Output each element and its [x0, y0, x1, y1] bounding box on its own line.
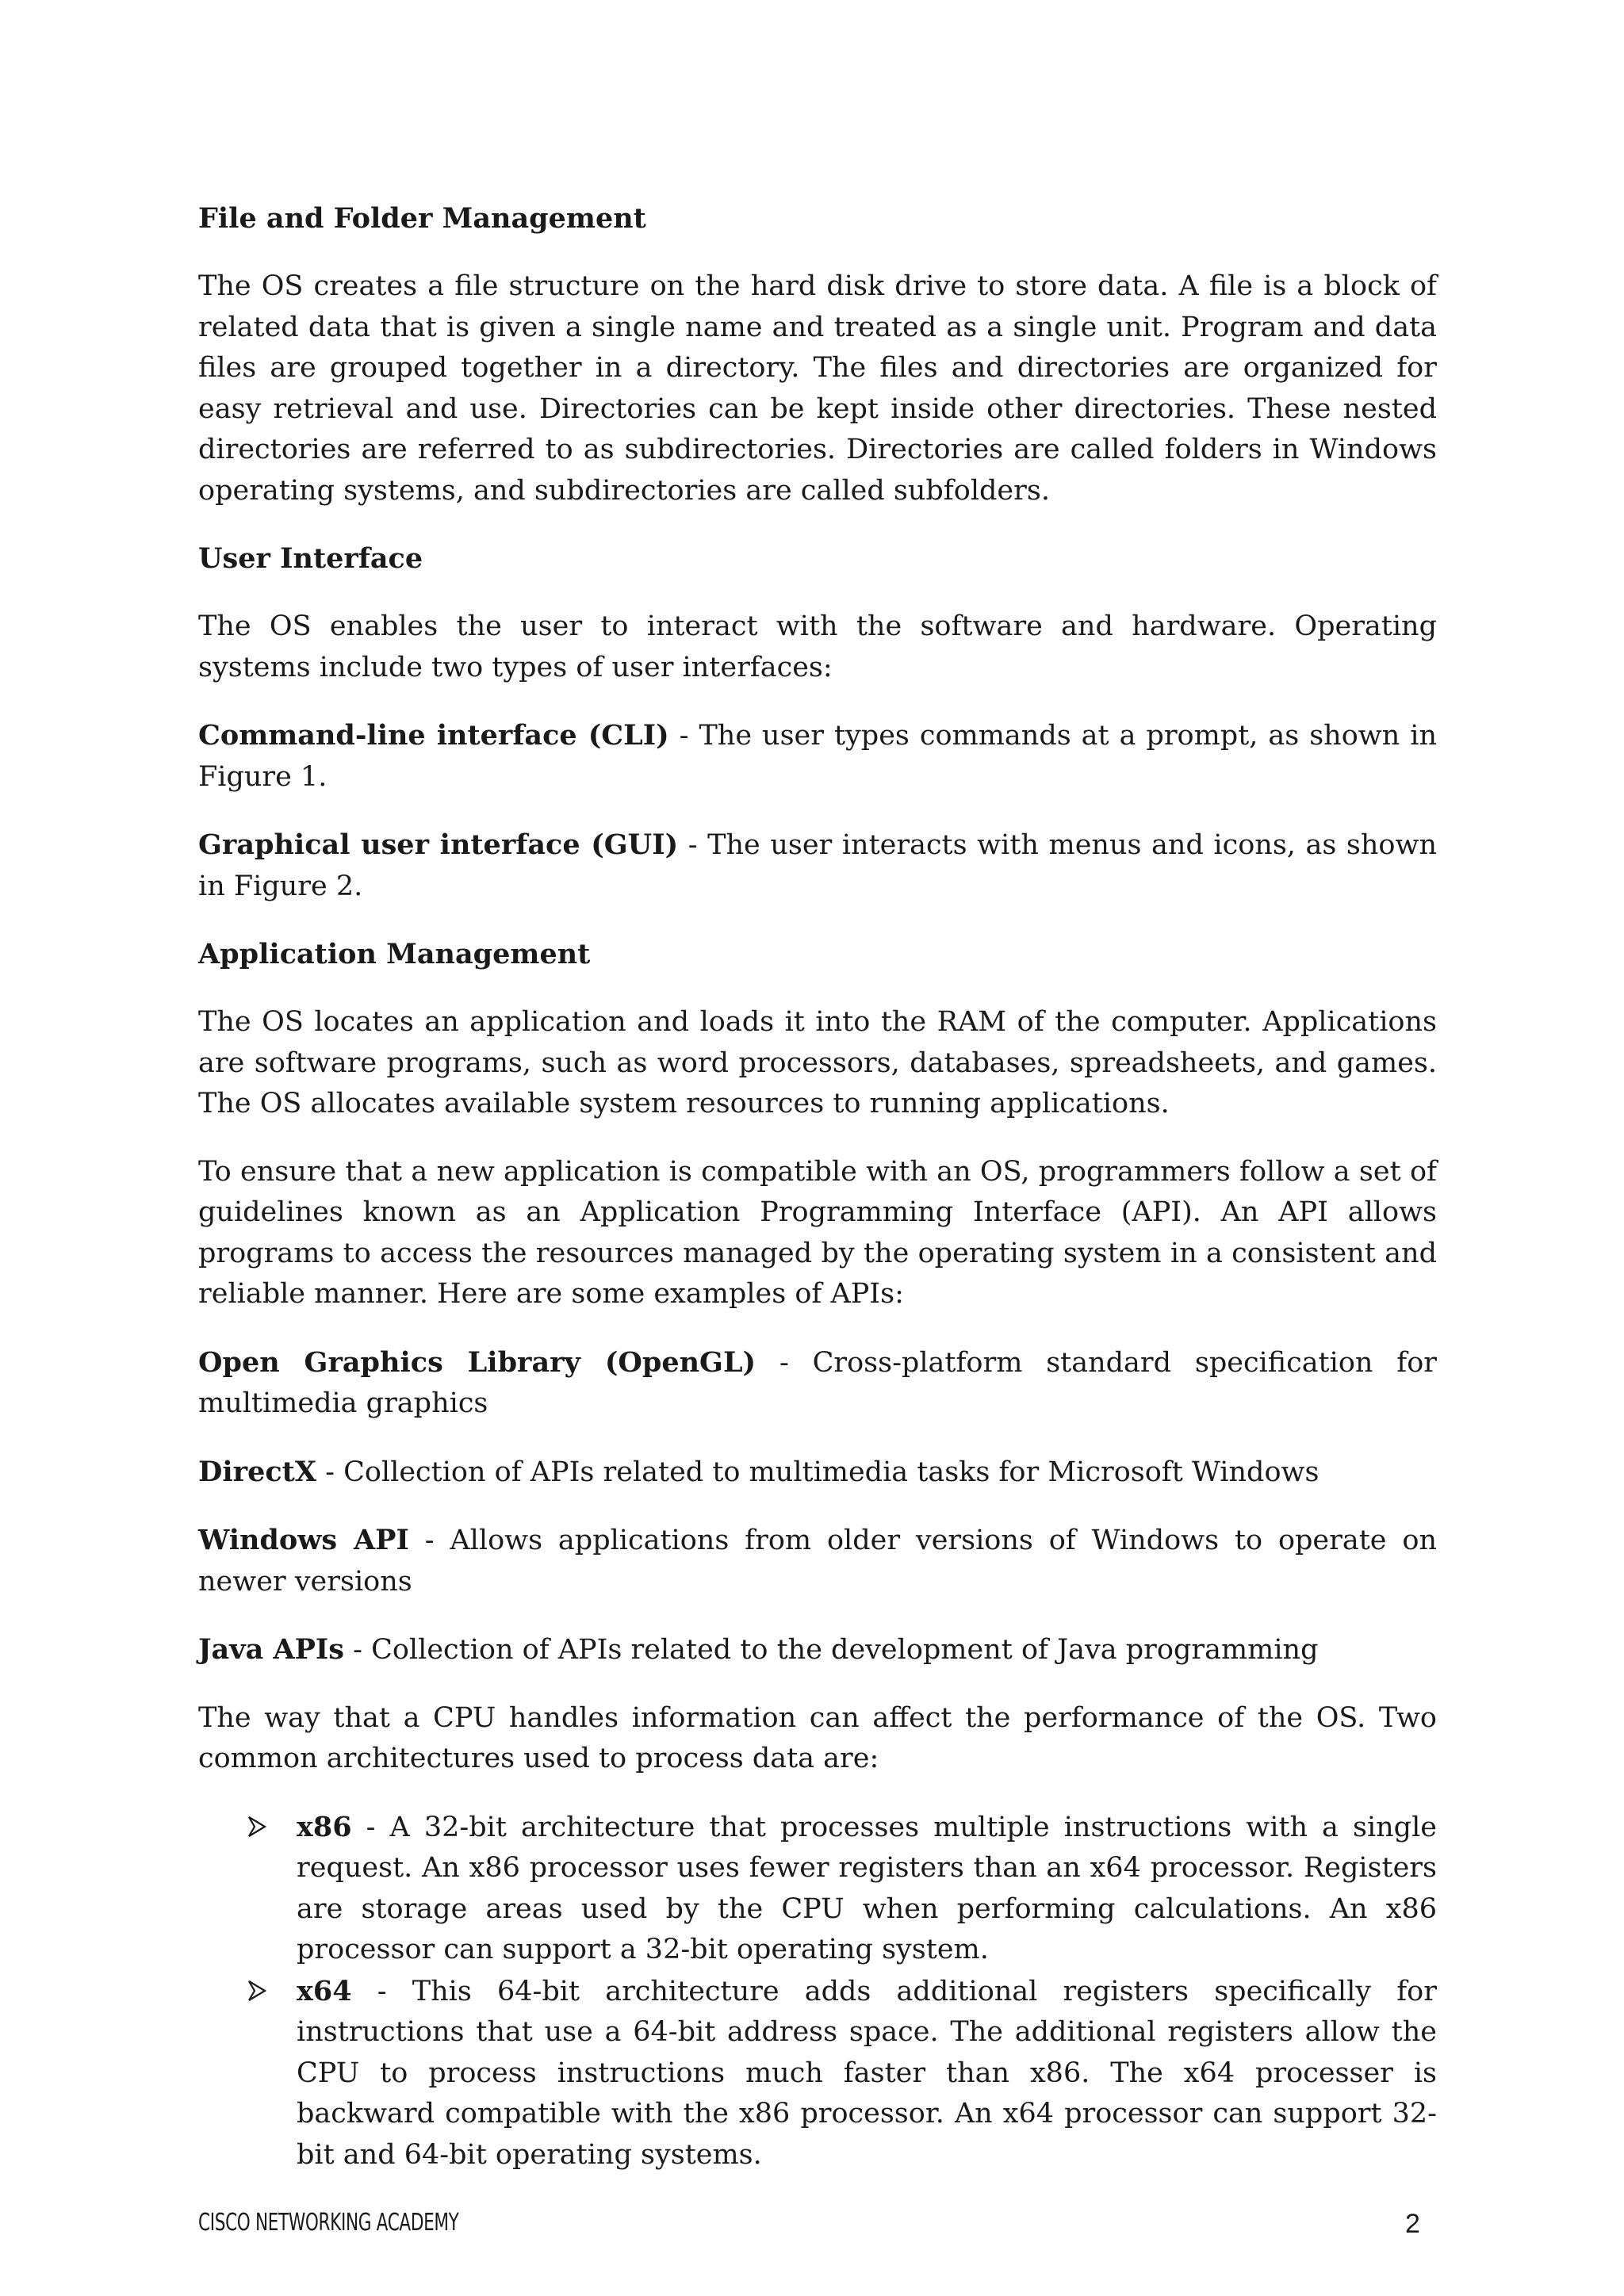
desc-x64: - This 64-bit architecture adds additional registers specifically for instructions that use a 64-bit address space. The additional registers allow the CPU to process instructions much faster than x86. The x64 processer is backward compatible with the x86 processor. An x64 processor can support 32-bit and 64-bit operating systems.: [297, 1975, 1437, 2171]
desc-windows-api: - Allows applications from older versions of Windows to operate on newer versions: [198, 1525, 1437, 1598]
desc-directx: - Collection of APIs related to multimedia tasks for Microsoft Windows: [316, 1456, 1320, 1488]
paragraph-application-1: The OS locates an application and loads it into the RAM of the computer. Applications are software programs, such as word processors, databases, spreadsheets, and games. The OS allocates available system resources to running applications.: [198, 1006, 1437, 1119]
definition-windows-api: [198, 1520, 1437, 1602]
definition-opengl: [198, 1342, 1437, 1425]
document-page: [198, 198, 1437, 2175]
desc-java-apis: - Collection of APIs related to the development of Java programming: [344, 1634, 1319, 1666]
term-opengl: Open Graphics Library (OpenGL): [198, 1345, 756, 1379]
arrowhead-bullet-icon: [247, 1816, 266, 1837]
definition-cli: [198, 715, 1437, 798]
architecture-list: [198, 1807, 1437, 2176]
footer-brand: CISCO NETWORKING ACADEMY: [198, 2209, 459, 2237]
heading-application-management: Application Management: [198, 938, 591, 970]
list-item-x86: [198, 1807, 1437, 1971]
definition-java-apis: [198, 1629, 1437, 1671]
desc-opengl: - Cross-platform standard specification for multimedia graphics: [198, 1346, 1438, 1419]
desc-cli: - The user types commands at a prompt, as shown in Figure 1.: [198, 720, 1437, 793]
term-gui: Graphical user interface (GUI): [198, 828, 679, 861]
term-cli: Command-line interface (CLI): [198, 719, 669, 752]
term-directx: DirectX: [198, 1455, 316, 1488]
definition-directx: [198, 1452, 1437, 1494]
term-windows-api: Windows API: [198, 1524, 409, 1556]
term-x86: x86: [297, 1810, 352, 1843]
heading-user-interface: User Interface: [198, 542, 423, 575]
paragraph-file-folder: The OS creates a file structure on the hard disk drive to store data. A file is a block of related data that is given a single name and treated as a single unit. Program and data files are grouped together in a directory. The files and directories are organized for easy retrieval and use. Directories can be kept inside other directories. These nested directories are referred to as subdirectories. Directories are called folders in Windows operating systems, and subdirectories are called subfolders.: [198, 270, 1437, 507]
definition-gui: [198, 825, 1437, 907]
term-x64: x64: [297, 1974, 352, 2007]
arrowhead-bullet-icon: [247, 1980, 266, 2001]
term-java-apis: Java APIs: [198, 1633, 344, 1666]
heading-file-folder-management: File and Folder Management: [198, 202, 646, 235]
desc-x86: - A 32-bit architecture that processes multiple instructions with a single request. An x86 processor uses fewer registers than an x64 processor. Registers are storage areas used by the CPU when performing calculations. An x86 processor can support a 32-bit operating system.: [297, 1811, 1437, 1965]
paragraph-user-interface: The OS enables the user to interact with the software and hardware. Operating systems include two types of user interfaces:: [198, 610, 1437, 683]
desc-gui: - The user interacts with menus and icons, as shown in Figure 2.: [198, 829, 1437, 902]
paragraph-application-3: The way that a CPU handles information can affect the performance of the OS. Two common architectures used to process data are:: [198, 1701, 1437, 1774]
list-item-x64: [198, 1971, 1437, 2176]
page-number: 2: [1405, 2209, 1420, 2239]
paragraph-application-2: To ensure that a new application is compatible with an OS, programmers follow a set of guidelines known as an Application Programming Interface (API). An API allows programs to access the resources managed by the operating system in a consistent and reliable manner. Here are some examples of APIs:: [198, 1155, 1437, 1310]
